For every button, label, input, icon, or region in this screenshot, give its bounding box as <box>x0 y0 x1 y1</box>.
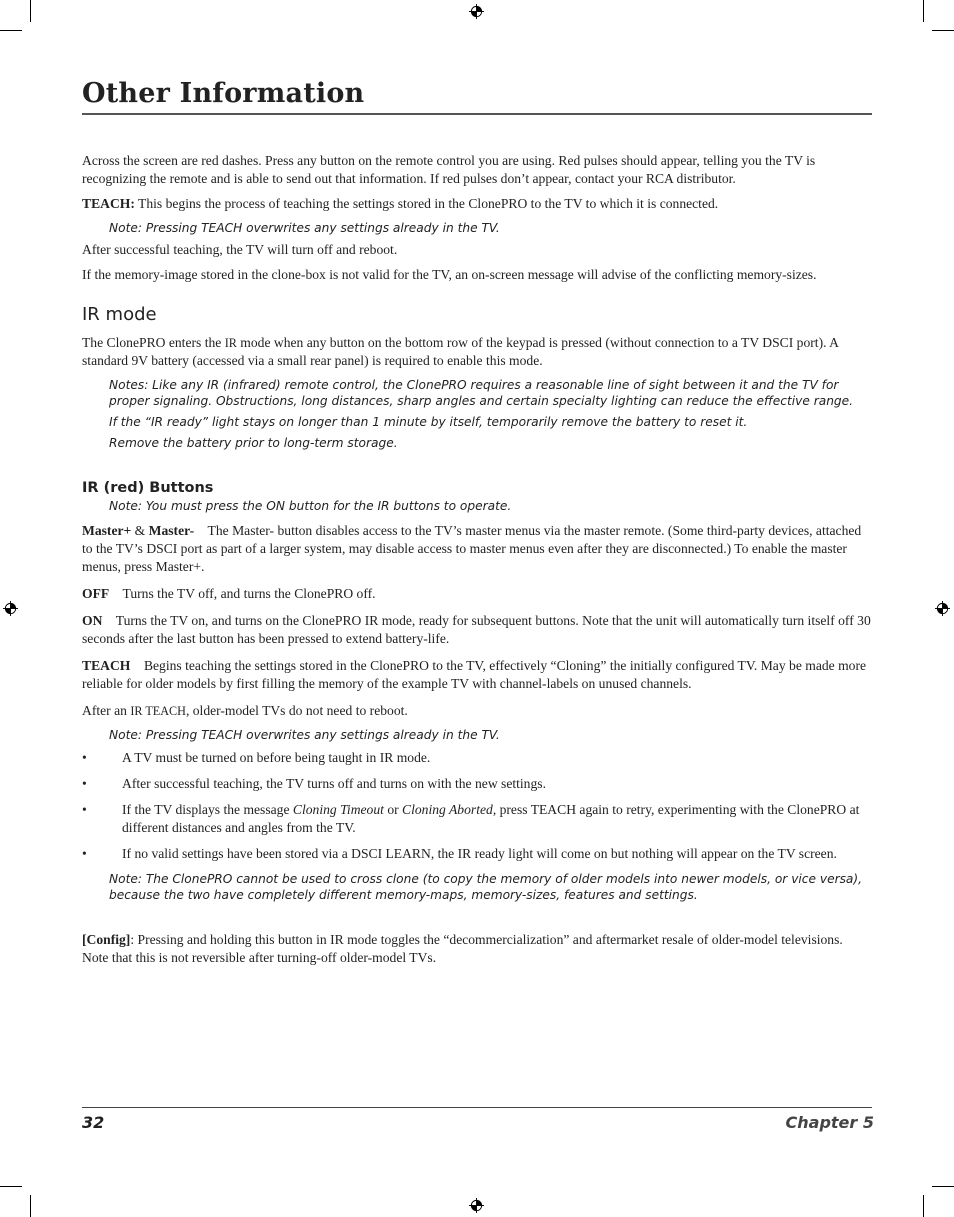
bullet-text: , press TEACH again to retry, experimenting with the ClonePRO at different distances and angles from the TV. <box>122 802 860 835</box>
config-paragraph <box>82 931 872 967</box>
teach-text: This begins the process of teaching the settings stored in the ClonePRO to the TV to which it is connected. <box>134 196 719 211</box>
ir-mode-heading: IR mode <box>82 304 157 325</box>
teach-button-text: Begins teaching the settings stored in the ClonePRO to the TV, effectively “Cloning” the initially configured TV. May be made more reliable for older models by first filling the memory of the example TV with channel-labels on unused channels. <box>82 658 870 691</box>
crop-mark <box>30 0 31 22</box>
crop-mark <box>932 1186 954 1187</box>
teach-button-label: TEACH <box>82 658 131 673</box>
crop-mark <box>0 30 22 31</box>
bullet-text: If the TV displays the message <box>122 802 293 817</box>
intro-paragraph: Across the screen are red dashes. Press any button on the remote control you are using. Red pulses should appear, telling you the TV is recognizing the remote and is able to send out that information. If red pulses don’t appear, contact your RCA distributor. <box>82 153 816 186</box>
reboot-paragraph: After successful teaching, the TV will turn off and reboot. <box>82 242 398 257</box>
registration-mark-icon <box>469 4 484 19</box>
ir-note-line-of-sight: Notes: Like any IR (infrared) remote control, the ClonePRO requires a reasonable line of sight between it and the TV for proper signaling. Obstructions, long distances, sharp angles and certain specialty lighting can reduce the effective range. <box>109 378 854 408</box>
ampersand: & <box>131 523 149 538</box>
registration-mark-icon <box>3 601 18 616</box>
bullet-icon: • <box>82 776 87 791</box>
bullet-text: A TV must be turned on before being taught in IR mode. <box>122 750 431 765</box>
teach-paragraph <box>82 195 872 213</box>
bullet-text: or <box>383 802 403 817</box>
bullet-text: After successful teaching, the TV turns off and turns on with the new settings. <box>122 776 546 791</box>
crop-mark <box>932 30 954 31</box>
memory-paragraph: If the memory-image stored in the clone-box is not valid for the TV, an on-screen message will advise of the conflicting memory-sizes. <box>82 267 817 282</box>
on-label: ON <box>82 613 103 628</box>
ir-mode-text: mode when any button on the bottom row of the keypad is pressed (without connection to a TV DSCI port). A standard 9V battery (accessed via a small rear panel) is required to enable this mode. <box>82 335 839 368</box>
list-item <box>82 749 872 767</box>
ir-abbrev: IR <box>224 336 237 350</box>
page-title: Other Information <box>82 78 365 109</box>
list-item <box>82 775 872 793</box>
registration-mark-icon <box>935 601 950 616</box>
registration-mark-icon <box>469 1198 484 1213</box>
chapter-label: Chapter 5 <box>785 1113 874 1132</box>
ir-teach-abbrev: IR TEACH <box>130 704 186 718</box>
on-paragraph <box>82 612 875 648</box>
header-rule <box>82 113 872 115</box>
after-teach-paragraph <box>82 702 872 720</box>
master-minus-label: Master- <box>148 523 195 538</box>
cloning-timeout-text: Cloning Timeout <box>292 802 384 817</box>
config-text: : Pressing and holding this button in IR mode toggles the “decommercialization” and aftermarket resale of older-model televisions. Note that this is not reversible after turning-off older-model TVs. <box>82 932 843 965</box>
bullet-icon: • <box>82 750 87 765</box>
footer-rule <box>82 1107 872 1108</box>
list-item <box>82 801 872 837</box>
crop-mark <box>0 1186 22 1187</box>
master-text: The Master- button disables access to the TV’s master menus via the master remote. (Some third-party devices, attached to the TV’s DSCI port as part of a larger system, may disable access to master menus even after they are disconnected.) To enable the master menus, press Master+. <box>82 523 865 574</box>
master-plus-label: Master+ <box>82 523 132 538</box>
page-number: 32 <box>82 1113 105 1132</box>
after-text: After an <box>82 703 131 718</box>
config-label: [Config] <box>82 932 131 947</box>
master-paragraph <box>82 522 872 576</box>
bullet-icon: • <box>82 846 87 861</box>
crop-mark <box>923 1195 924 1217</box>
teach-note: Note: Pressing TEACH overwrites any settings already in the TV. <box>109 221 500 235</box>
off-text: Turns the TV off, and turns the ClonePRO off. <box>109 586 376 601</box>
after-text: , older-model TVs do not need to reboot. <box>185 703 408 718</box>
crop-mark <box>30 1195 31 1217</box>
teach-label: TEACH: <box>82 196 135 211</box>
ir-teach-note: Note: Pressing TEACH overwrites any settings already in the TV. <box>109 728 500 742</box>
ir-mode-text: The ClonePRO enters the <box>82 335 225 350</box>
ir-buttons-note: Note: You must press the ON button for the IR buttons to operate. <box>109 499 512 513</box>
bullet-icon: • <box>82 802 87 817</box>
list-item <box>82 845 872 863</box>
ir-mode-paragraph <box>82 334 872 370</box>
ir-bullet-list <box>82 749 872 863</box>
cloning-aborted-text: Cloning Aborted <box>402 802 493 817</box>
teach-button-paragraph <box>82 657 872 693</box>
ir-note-ready-light: If the “IR ready” light stays on longer than 1 minute by itself, temporarily remove the battery to reset it. <box>109 415 748 429</box>
off-paragraph <box>82 585 872 603</box>
ir-note-battery: Remove the battery prior to long-term storage. <box>109 436 398 450</box>
on-text: Turns the TV on, and turns on the ClonePRO IR mode, ready for subsequent buttons. Note that the unit will automatically turn itself off 30 seconds after the last button has been pressed to extend battery-life. <box>82 613 875 646</box>
page-body <box>82 152 875 974</box>
bullet-text: If no valid settings have been stored via a DSCI LEARN, the IR ready light will come on but nothing will appear on the TV screen. <box>122 846 837 861</box>
crop-mark <box>923 0 924 22</box>
ir-buttons-heading: IR (red) Buttons <box>82 480 214 496</box>
cross-clone-note: Note: The ClonePRO cannot be used to cross clone (to copy the memory of older models into newer models, or vice versa), because the two have completely different memory-maps, memory-sizes, features and settings. <box>109 872 863 902</box>
off-label: OFF <box>82 586 110 601</box>
